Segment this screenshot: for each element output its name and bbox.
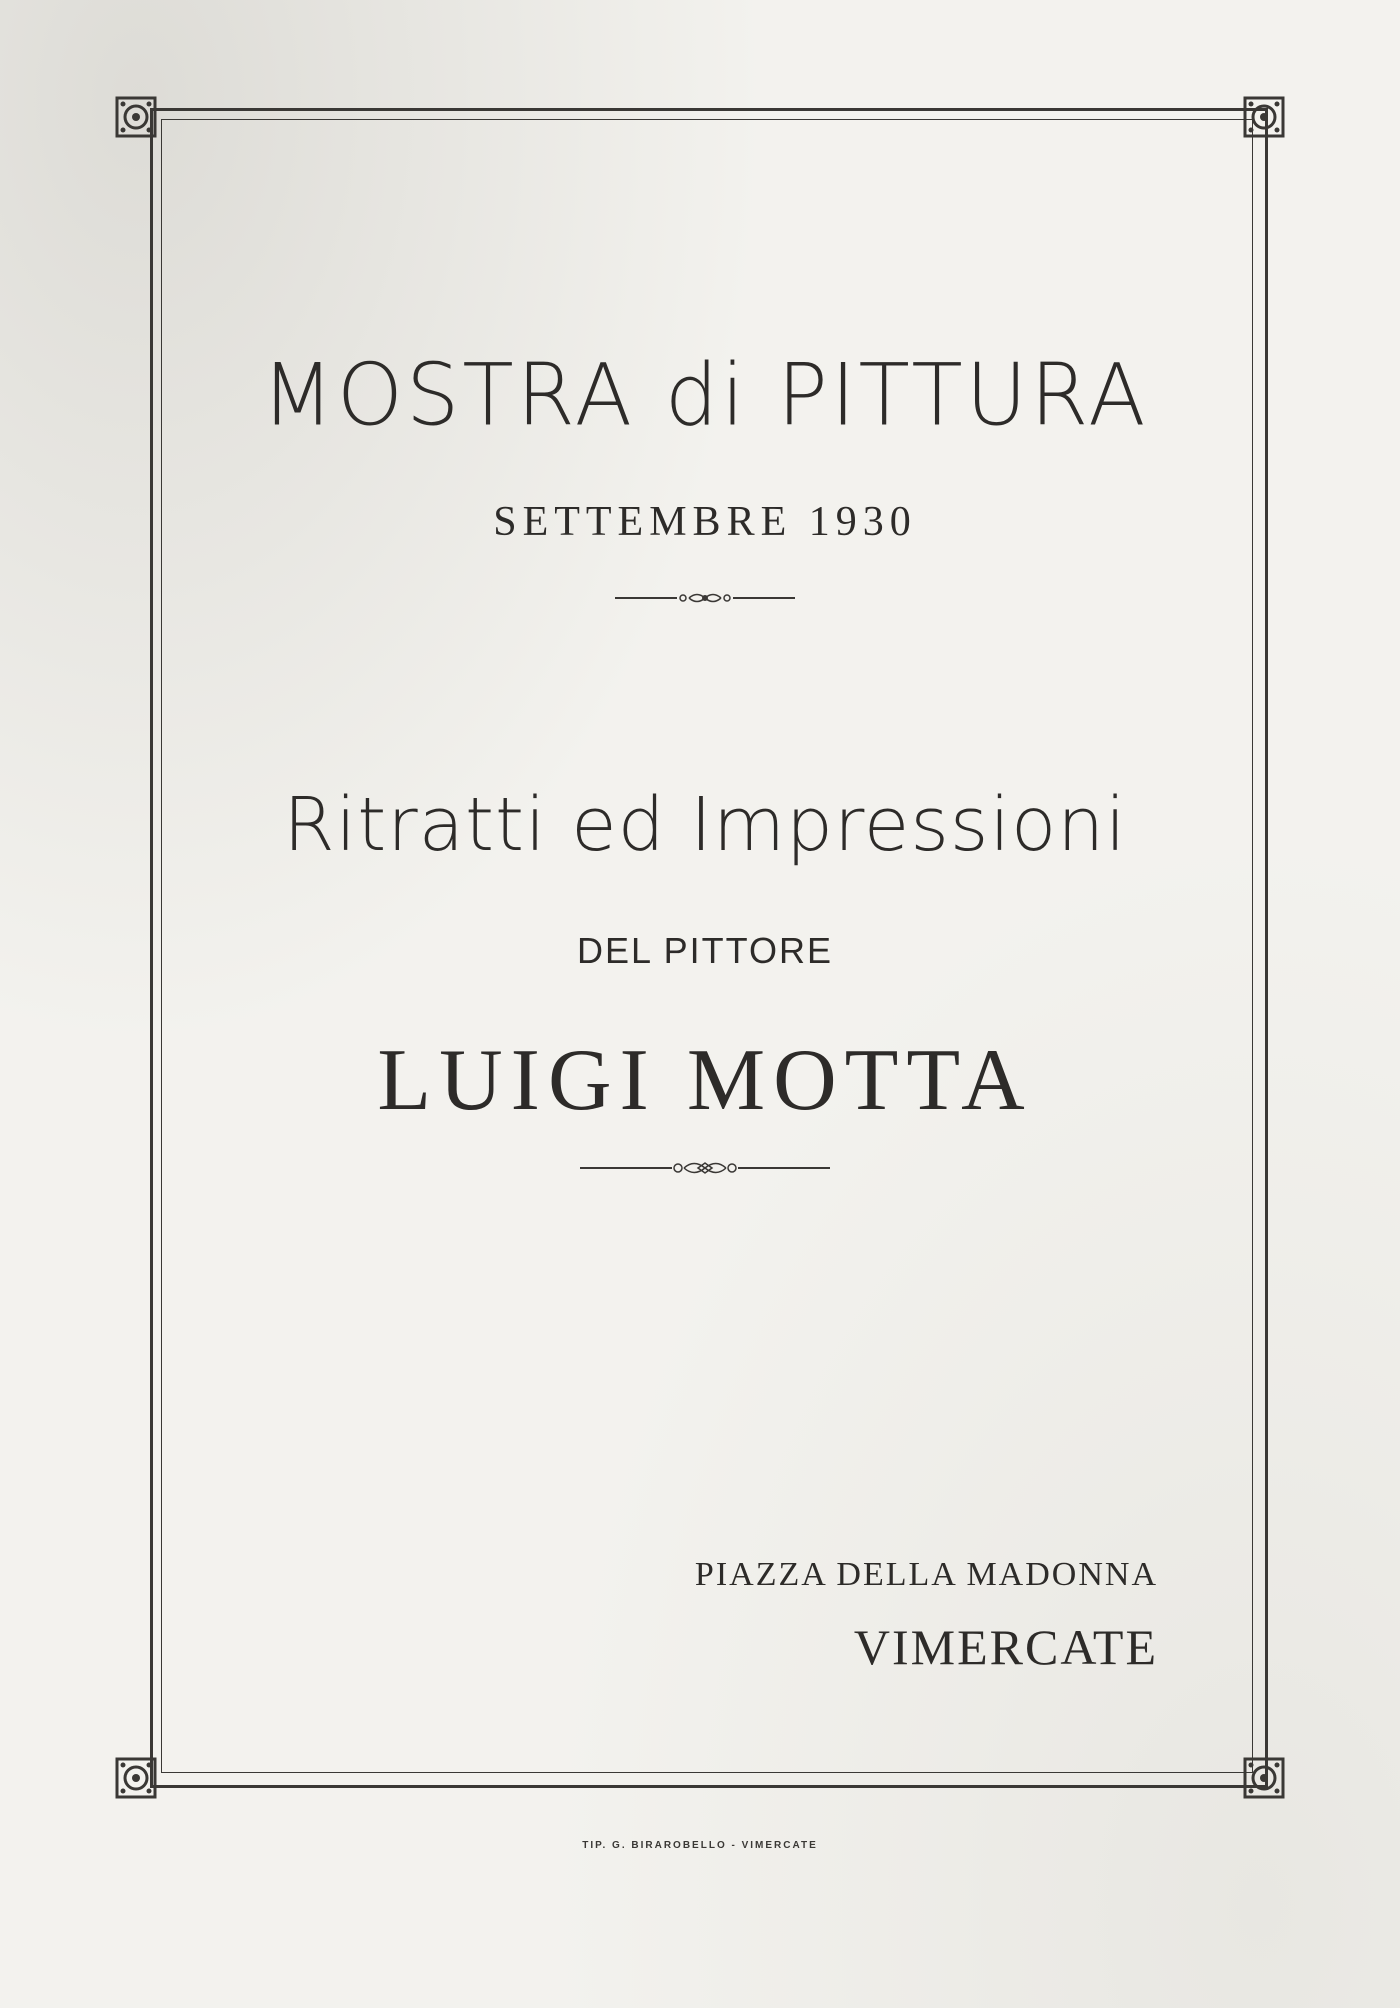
corner-ornament-icon: [1243, 1757, 1285, 1799]
artist-name: LUIGI MOTTA: [377, 1032, 1033, 1129]
divider-ornament-icon: [160, 1158, 1250, 1178]
corner-ornament-icon: [1243, 96, 1285, 138]
corner-ornament-icon: [115, 96, 157, 138]
exhibition-date: SETTEMBRE 1930: [493, 499, 917, 545]
corner-ornament-icon: [115, 1757, 157, 1799]
exhibition-subtitle: Ritratti ed Impressioni: [283, 782, 1127, 868]
exhibition-title: MOSTRA di PITTURA: [261, 345, 1149, 445]
artist-byline: DEL PITTORE: [576, 930, 834, 971]
printer-credit: TIP. G. BIRAROBELLO - VIMERCATE: [582, 1840, 818, 1851]
venue-place: PIAZZA DELLA MADONNA: [694, 1556, 1158, 1593]
venue-town: VIMERCATE: [853, 1619, 1158, 1675]
divider-ornament-icon: [160, 590, 1250, 606]
